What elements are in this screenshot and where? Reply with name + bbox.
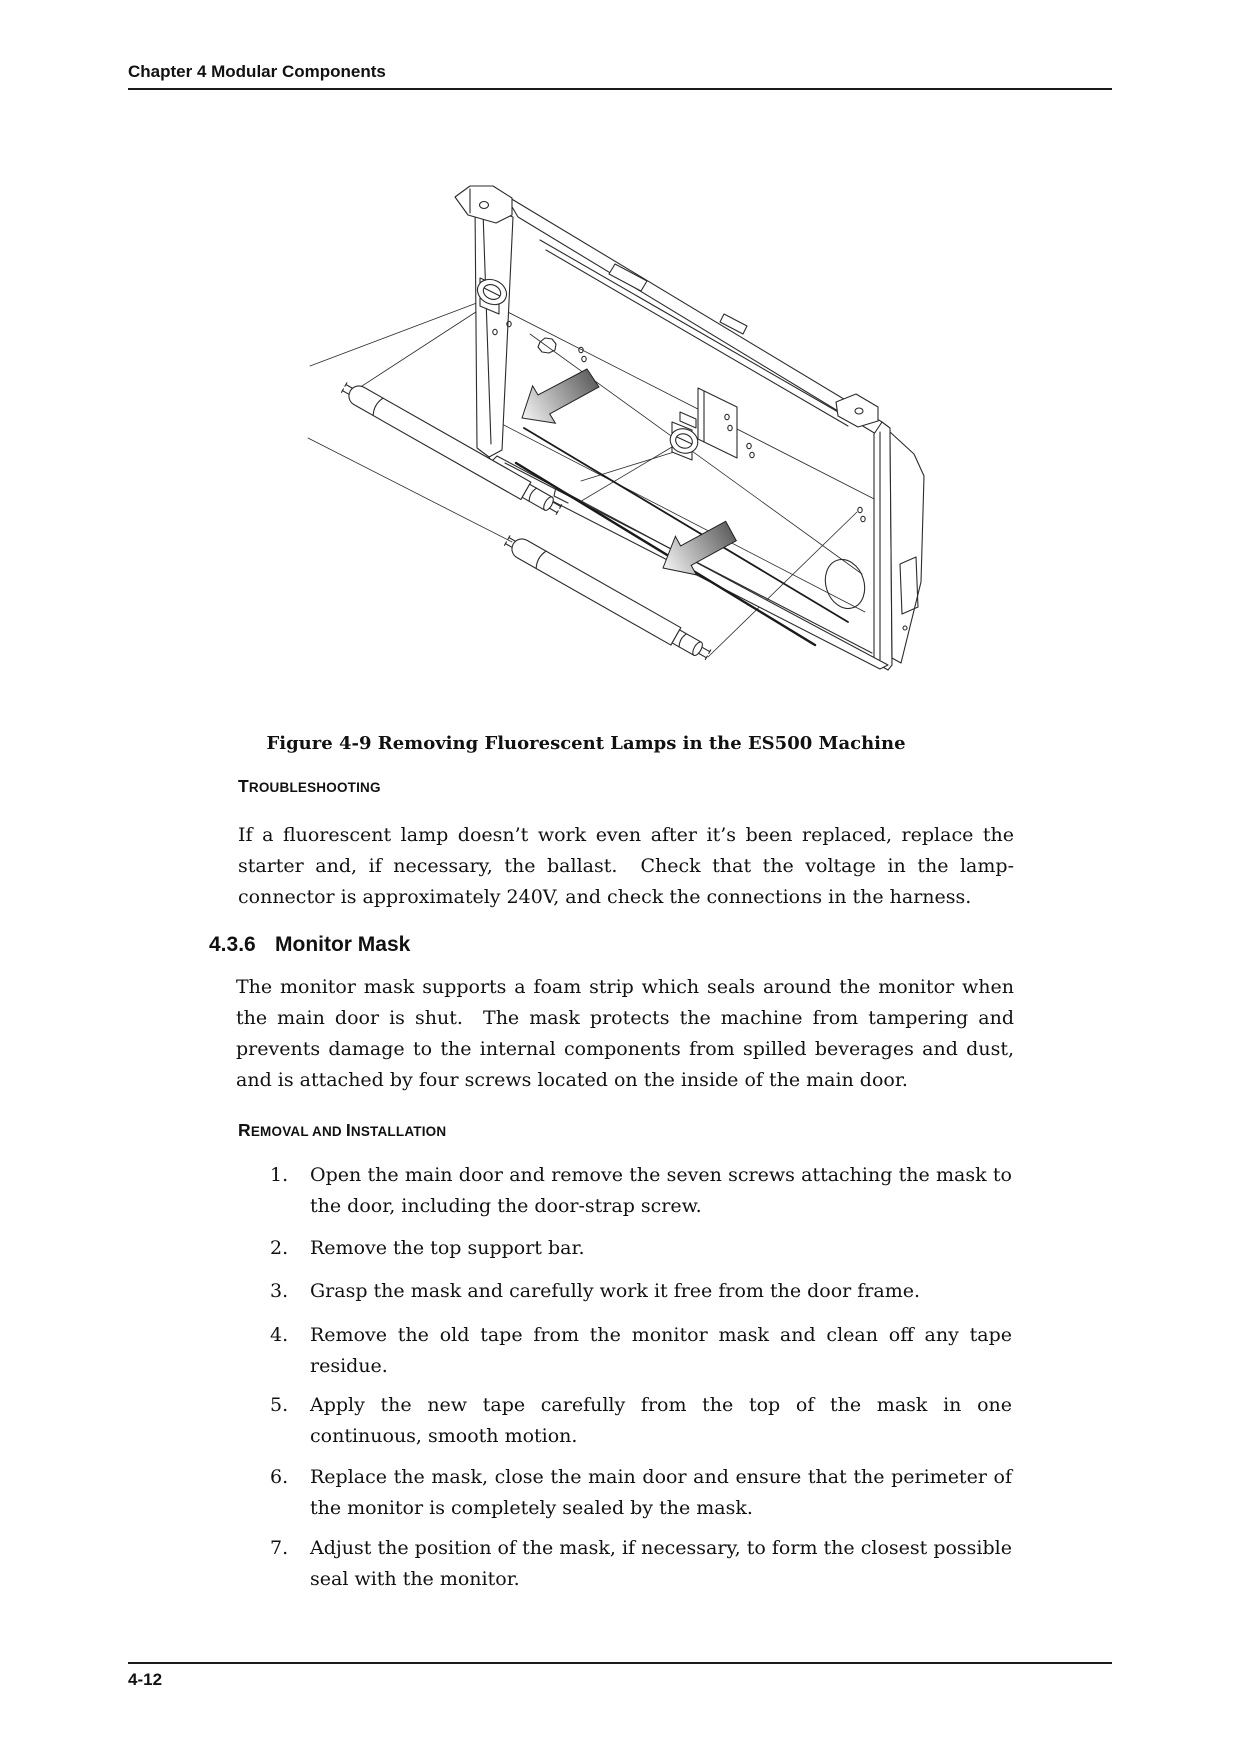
step-item — [270, 1276, 1012, 1307]
step-item — [270, 1160, 1012, 1222]
heading-initial: R — [238, 1120, 251, 1140]
step-number: 5. — [270, 1394, 289, 1416]
step-number: 2. — [270, 1237, 289, 1259]
figure-illustration — [300, 160, 960, 680]
step-text: Open the main door and remove the seven screws attaching the mask to the door, including the door-strap screw. — [310, 1164, 1012, 1217]
step-number: 3. — [270, 1280, 289, 1302]
guide-lines — [308, 301, 884, 657]
page-number: 4-12 — [128, 1670, 163, 1689]
heading-rest: EMOVAL AND — [250, 1124, 346, 1139]
step-item — [270, 1533, 1012, 1595]
heading-initial: I — [345, 1120, 351, 1140]
step-text: Replace the mask, close the main door and ensure that the perimeter of the monitor is completely sealed by the mask. — [310, 1466, 1012, 1519]
step-text: Apply the new tape carefully from the top of the mask in one continuous, smooth motion. — [310, 1394, 1012, 1447]
troubleshooting-heading — [238, 776, 381, 797]
header-rule — [128, 88, 1112, 90]
step-item — [270, 1462, 1012, 1524]
footer-rule — [128, 1662, 1112, 1664]
heading-initial: T — [238, 776, 249, 796]
step-item — [270, 1390, 1012, 1452]
step-number: 1. — [270, 1164, 289, 1186]
step-number: 4. — [270, 1324, 289, 1346]
removal-installation-heading — [238, 1120, 446, 1141]
step-item — [270, 1320, 1012, 1382]
monitor-mask-paragraph: The monitor mask supports a foam strip which seals around the monitor when the main door is shut. The mask protects the machine from tampering and prevents damage to the internal components from spilled beverages and dust, and is attached by four screws located on the inside of the main door. — [236, 976, 1014, 1091]
figure-caption: Figure 4-9 Removing Fluorescent Lamps in the ES500 Machine — [266, 733, 906, 754]
removal-arrow-upper — [522, 369, 599, 423]
step-number: 6. — [270, 1466, 289, 1488]
step-text: Remove the top support bar. — [310, 1237, 585, 1259]
section-title: Monitor Mask — [275, 933, 411, 956]
step-text: Grasp the mask and carefully work it free from the door frame. — [310, 1280, 921, 1302]
section-number: 4.3.6 — [209, 933, 256, 956]
step-text: Adjust the position of the mask, if necessary, to form the closest possible seal with the monitor. — [310, 1537, 1012, 1590]
troubleshooting-paragraph: If a fluorescent lamp doesn’t work even after it’s been replaced, replace the starter and, if necessary, the ballast. Check that the voltage in the lamp-connector is approximately 240V, and check the connections in the harness. — [238, 824, 1014, 908]
heading-rest: ROUBLESHOOTING — [248, 780, 381, 795]
step-number: 7. — [270, 1537, 289, 1559]
step-item — [270, 1233, 1012, 1264]
step-text: Remove the old tape from the monitor mask and clean off any tape residue. — [310, 1324, 1012, 1377]
heading-rest: NSTALLATION — [350, 1124, 447, 1139]
running-header: Chapter 4 Modular Components — [128, 62, 386, 81]
